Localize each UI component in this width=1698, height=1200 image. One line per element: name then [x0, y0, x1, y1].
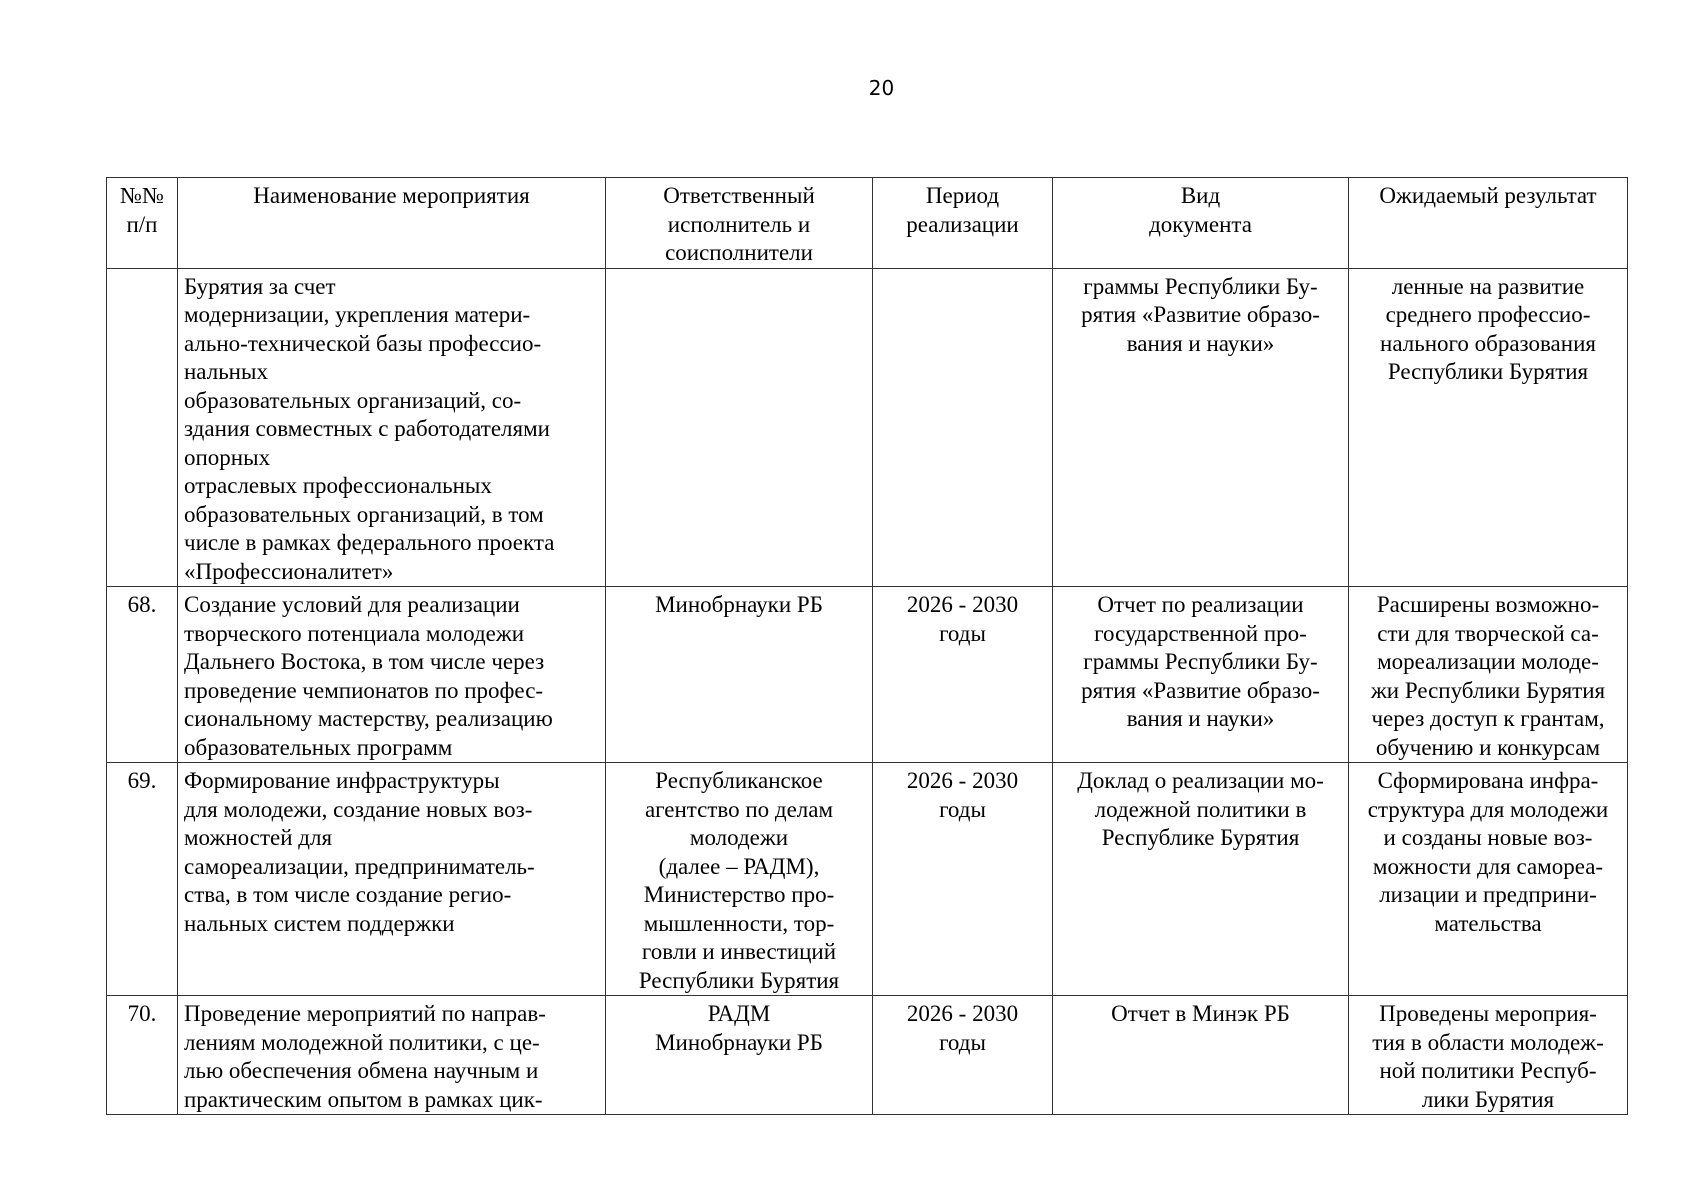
cell-line: образовательных организаций, со- [184, 387, 522, 413]
cell-line: Доклад о реализации мо- [1077, 768, 1324, 793]
cell-line: Дальнего Востока, в том числе через [184, 649, 545, 674]
cell-line: годы [939, 620, 986, 646]
cell-line: Минобрнауки РБ [655, 1029, 823, 1055]
table-header-row [107, 178, 1628, 269]
cell-line: структура для молодежи [1367, 796, 1609, 822]
header-line: соисполнители [665, 240, 813, 265]
cell-line: числе в рамках федерального проекта [184, 530, 555, 555]
cell-doc [1053, 763, 1349, 996]
cell-line: Отчет в Минэк РБ [1111, 1001, 1290, 1026]
cell-name [178, 268, 606, 587]
cell-executor [606, 763, 873, 996]
cell-line: нальных [184, 359, 268, 384]
header-line: Ответственный [663, 183, 815, 208]
cell-line: опорных [184, 444, 271, 470]
cell-line: лодежной политики в [1094, 796, 1307, 822]
cell-line: сиональному мастерству, реализацию [184, 706, 553, 731]
cell-line: 2026 - 2030 [906, 1001, 1019, 1026]
header-executor [606, 178, 873, 269]
cell-line: сти для творческой са- [1377, 620, 1599, 646]
cell-line: ства, в том числе создание регио- [184, 882, 512, 907]
cell-num: 70. [107, 996, 178, 1115]
cell-line: отраслевых профессиональных [184, 473, 492, 498]
cell-line: Бурятия за счет [184, 273, 336, 299]
cell-result [1349, 587, 1628, 763]
cell-line: годы [939, 796, 986, 822]
header-line: п/п [126, 211, 158, 237]
cell-line: мательства [1434, 910, 1542, 936]
cell-executor [606, 268, 873, 587]
cell-line: практическим опытом в рамках цик- [184, 1086, 543, 1112]
cell-num: 69. [107, 763, 178, 996]
cell-line: ной политики Респуб- [1379, 1058, 1597, 1083]
cell-line: проведение чемпионатов по профес- [184, 677, 544, 703]
cell-executor [606, 587, 873, 763]
cell-line: через доступ к грантам, [1371, 706, 1605, 731]
cell-line: Создание условий для реализации [184, 592, 520, 617]
cell-line: Республики Бурятия [1387, 359, 1589, 384]
cell-line: Проведены мероприя- [1379, 1001, 1597, 1026]
cell-period [873, 996, 1053, 1115]
page-number: 20 [868, 76, 895, 100]
cell-line: Республиканское [655, 768, 823, 793]
cell-line: мышленности, тор- [643, 910, 835, 936]
cell-line: Проведение мероприятий по направ- [184, 1001, 546, 1026]
header-name [178, 178, 606, 269]
header-line: документа [1149, 211, 1252, 237]
cell-line: Минобрнауки РБ [655, 592, 823, 617]
cell-line: мореализации молоде- [1377, 649, 1599, 674]
table-row [107, 587, 1628, 763]
cell-line: тия в области молодеж- [1372, 1029, 1604, 1055]
cell-line: образовательных организаций, в том [184, 501, 544, 527]
header-num [107, 178, 178, 269]
cell-line: ленные на развитие [1391, 273, 1585, 299]
cell-name [178, 763, 606, 996]
cell-line: молодежи [689, 825, 789, 850]
header-doc [1053, 178, 1349, 269]
cell-line: жи Республики Бурятия [1370, 677, 1606, 703]
cell-line: можностей для [184, 825, 333, 850]
header-line: Наименование мероприятия [253, 183, 530, 208]
cell-line: Формирование инфраструктуры [184, 768, 500, 793]
header-line: Период [925, 183, 1000, 208]
cell-line: самореализации, предприниматель- [184, 853, 535, 879]
header-period [873, 178, 1053, 269]
cell-line: модернизации, укрепления матери- [184, 302, 531, 327]
header-line: реализации [906, 211, 1019, 237]
cell-line: 2026 - 2030 [906, 592, 1019, 617]
cell-line: здания совместных с работодателями [184, 416, 550, 441]
header-line: Вид [1180, 183, 1221, 208]
cell-line: РАДМ [707, 1001, 771, 1026]
events-table [106, 177, 1628, 1115]
cell-line: «Профессионалитет» [184, 558, 394, 584]
cell-executor [606, 996, 873, 1115]
cell-line: Республики Бурятия [638, 967, 840, 993]
cell-line: граммы Республики Бу- [1083, 649, 1318, 674]
cell-line: Министерство про- [643, 882, 835, 907]
cell-line: агентство по делам [644, 796, 834, 822]
cell-line: можности для самореа- [1372, 853, 1604, 879]
cell-line: (далее – РАДМ), [658, 853, 820, 879]
cell-line: обучению и конкурсам [1375, 734, 1601, 760]
cell-line: вания и науки» [1126, 330, 1275, 356]
cell-line: лики Бурятия [1421, 1086, 1555, 1112]
cell-result [1349, 268, 1628, 587]
cell-line: рятия «Развитие образо- [1081, 677, 1320, 703]
cell-line: творческого потенциала молодежи [184, 620, 525, 646]
cell-line: лениям молодежной политики, с це- [184, 1029, 540, 1055]
cell-period [873, 763, 1053, 996]
cell-period [873, 268, 1053, 587]
cell-doc [1053, 268, 1349, 587]
cell-doc [1053, 587, 1349, 763]
header-line: №№ [120, 183, 164, 208]
header-result [1349, 178, 1628, 269]
cell-line: для молодежи, создание новых воз- [184, 796, 533, 822]
table-row [107, 763, 1628, 996]
cell-line: нальных систем поддержки [184, 910, 455, 936]
cell-line: Сформирована инфра- [1377, 768, 1599, 793]
cell-result [1349, 763, 1628, 996]
cell-line: вания и науки» [1126, 706, 1275, 731]
header-line: исполнитель и [667, 211, 811, 237]
cell-period [873, 587, 1053, 763]
cell-line: 2026 - 2030 [906, 768, 1019, 793]
cell-line: образовательных программ [184, 734, 453, 760]
cell-line: Республике Бурятия [1101, 825, 1300, 850]
cell-line: ально-технической базы профессио- [184, 330, 542, 356]
cell-num: 68. [107, 587, 178, 763]
cell-line: нального образования [1380, 330, 1596, 356]
cell-line: говли и инвестиций [641, 939, 837, 964]
cell-line: лью обеспечения обмена научным и [184, 1058, 539, 1083]
cell-line: среднего профессио- [1385, 302, 1591, 327]
cell-doc [1053, 996, 1349, 1115]
cell-line: и созданы новые воз- [1383, 825, 1593, 850]
table-row [107, 268, 1628, 587]
cell-line: Расширены возможно- [1376, 592, 1600, 617]
cell-num [107, 268, 178, 587]
cell-line: годы [939, 1029, 986, 1055]
header-line: Ожидаемый результат [1379, 183, 1597, 208]
cell-name [178, 587, 606, 763]
cell-result [1349, 996, 1628, 1115]
cell-line: граммы Республики Бу- [1083, 273, 1318, 299]
cell-name [178, 996, 606, 1115]
cell-line: лизации и предприни- [1379, 882, 1597, 907]
cell-line: рятия «Развитие образо- [1081, 302, 1320, 327]
cell-line: государственной про- [1094, 620, 1307, 646]
table-row [107, 996, 1628, 1115]
cell-line: Отчет по реализации [1097, 592, 1304, 617]
